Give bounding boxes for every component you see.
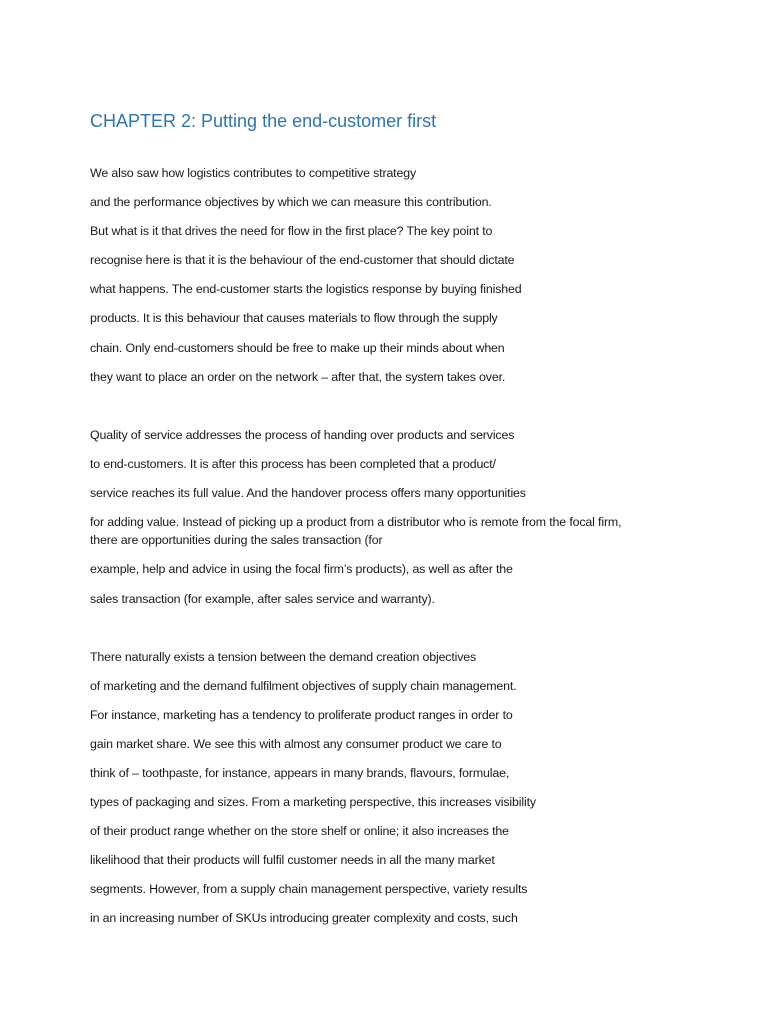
paragraph-line: recognise here is that it is the behaviour of the end-customer that should dictate (90, 253, 515, 267)
paragraph-line: they want to place an order on the network – after that, the system takes over. (90, 370, 506, 384)
paragraph-line: products. It is this behaviour that causes materials to flow through the supply (90, 311, 498, 325)
paragraph-line: of marketing and the demand fulfilment objectives of supply chain management. (90, 679, 517, 693)
paragraph-line: types of packaging and sizes. From a marketing perspective, this increases visibility (90, 795, 536, 809)
paragraph-line: there are opportunities during the sales transaction (for (90, 533, 383, 547)
paragraph-line: of their product range whether on the store shelf or online; it also increases the (90, 824, 509, 838)
paragraph-line: segments. However, from a supply chain management perspective, variety results (90, 882, 528, 896)
paragraph-line: think of – toothpaste, for instance, appears in many brands, flavours, formulae, (90, 766, 510, 780)
chapter-title: CHAPTER 2: Putting the end-customer first (90, 111, 437, 131)
paragraph-line: likelihood that their products will fulfil customer needs in all the many market (90, 853, 495, 867)
paragraph-line: example, help and advice in using the focal firm’s products), as well as after the (90, 562, 513, 576)
paragraph-line: for adding value. Instead of picking up a product from a distributor who is remote from the focal firm, (90, 515, 622, 529)
paragraph-line: in an increasing number of SKUs introducing greater complexity and costs, such (90, 911, 518, 925)
paragraph-line: and the performance objectives by which we can measure this contribution. (90, 195, 492, 209)
paragraph-line: chain. Only end-customers should be free to make up their minds about when (90, 341, 505, 355)
paragraph-line: what happens. The end-customer starts the logistics response by buying finished (90, 282, 522, 296)
paragraph-line: sales transaction (for example, after sales service and warranty). (90, 592, 435, 606)
paragraph-line: But what is it that drives the need for flow in the first place? The key point to (90, 224, 493, 238)
paragraph-line: Quality of service addresses the process of handing over products and services (90, 428, 515, 442)
paragraph-line: to end-customers. It is after this process has been completed that a product/ (90, 457, 496, 471)
paragraph-line: gain market share. We see this with almost any consumer product we care to (90, 737, 502, 751)
paragraph-line: For instance, marketing has a tendency to proliferate product ranges in order to (90, 708, 513, 722)
paragraph-line: There naturally exists a tension between the demand creation objectives (90, 650, 477, 664)
paragraph-line: We also saw how logistics contributes to competitive strategy (90, 166, 417, 180)
paragraph-line: service reaches its full value. And the handover process offers many opportunities (90, 486, 526, 500)
